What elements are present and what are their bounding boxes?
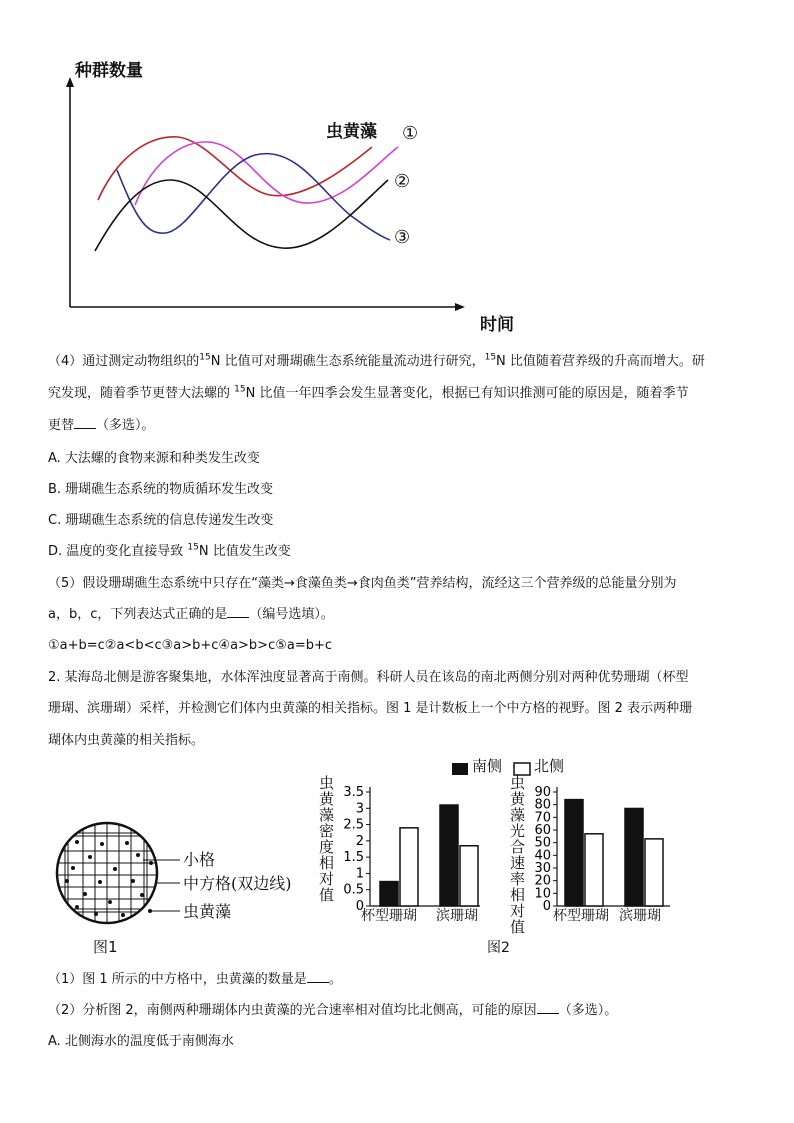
chart2-ylabel: 虫黄藻光合速率相对值 xyxy=(510,774,526,936)
q2-line3: 瑚体内虫黄藻的相关指标。 xyxy=(48,733,205,748)
q5-line3: ①a+b=c②a<b<c③a>b+c④a>b>c⑤a=b+c xyxy=(48,638,333,653)
algae-dots xyxy=(65,840,153,917)
chart2-bar-north xyxy=(585,834,603,906)
isotope-sup: 15 xyxy=(187,542,199,553)
q4-line1 xyxy=(48,352,705,372)
q5-line1: （5）假设珊瑚礁生态系统中只存在“藻类→食藻鱼类→食肉鱼类”营养结构，流经这三个营养级的总能量分别为 xyxy=(48,576,677,591)
chart1-cat-2: 滨珊瑚 xyxy=(436,908,478,924)
chart2-y-tick-label: 20 xyxy=(534,873,551,889)
isotope-sup: 15 xyxy=(234,384,246,395)
bar-charts xyxy=(315,755,685,960)
chart2-y-tick-label: 80 xyxy=(534,797,551,813)
q5-line2-b: （编号选填）。 xyxy=(249,607,334,622)
chart2-cat-2: 滨珊瑚 xyxy=(619,908,661,924)
figure-2 xyxy=(315,755,685,960)
marker-1: ① xyxy=(402,123,419,144)
q4-line1-c: N 比值随着营养级的升高而增大。研 xyxy=(496,354,705,369)
q4-line2-b: N 比值一年四季会发生显著变化，根据已有知识推测可能的原因是，随着季节 xyxy=(245,386,689,401)
q4-option-d-b: N 比值发生改变 xyxy=(198,544,291,559)
figure-1 xyxy=(55,815,325,965)
population-figure xyxy=(60,55,514,345)
chart2-bar-north xyxy=(645,839,663,906)
legend-north-label: 北侧 xyxy=(534,757,565,775)
chart1-y-tick-label: 1.5 xyxy=(343,850,364,866)
q4-option-b: B. 珊瑚礁生态系统的物质循环发生改变 xyxy=(48,482,274,497)
q2-sub2 xyxy=(48,1001,617,1021)
q2-sub1-b: 。 xyxy=(328,972,342,987)
answer-blank[interactable] xyxy=(74,416,96,429)
q2-sub2-a: （2）分析图 2，南侧两种珊瑚体内虫黄藻的光合速率相对值均比北侧高，可能的原因 xyxy=(48,1003,537,1018)
q4-line2 xyxy=(48,384,688,404)
chart1-y-tick-label: 0.5 xyxy=(343,882,364,898)
isotope-sup: 15 xyxy=(484,352,497,363)
chart1-y-tick-label: 0 xyxy=(355,899,364,914)
figure-1-caption: 图1 xyxy=(93,938,118,956)
q2-sub1 xyxy=(48,970,342,990)
chart2-y-tick-label: 60 xyxy=(534,823,551,838)
chart2-bar-south xyxy=(625,808,643,906)
chart2-y-tick-label: 90 xyxy=(534,785,551,800)
chart1-bar-south xyxy=(380,882,398,906)
series-label: 虫黄藻 xyxy=(326,122,377,142)
chart1-cat-1: 杯型珊瑚 xyxy=(361,908,417,924)
q2-sub1-a: （1）图 1 所示的中方格中，虫黄藻的数量是 xyxy=(48,972,307,987)
q4-option-d xyxy=(48,542,291,562)
chart1-bar-north xyxy=(460,846,478,906)
red-curve xyxy=(98,137,372,200)
chart2-y-tick-label: 50 xyxy=(534,835,551,851)
chart1-bar-south xyxy=(440,805,458,906)
legend-south-label: 南侧 xyxy=(472,757,503,775)
y-axis-label: 种群数量 xyxy=(75,61,143,81)
q4-line3 xyxy=(48,416,155,436)
chart1-y-tick-label: 3.5 xyxy=(343,785,364,800)
chart2-y-tick-label: 40 xyxy=(534,848,551,864)
q5-line2 xyxy=(48,605,334,625)
isotope-sup: 15 xyxy=(199,352,211,363)
label-small-grid: 小格 xyxy=(183,850,216,869)
answer-blank[interactable] xyxy=(537,1001,559,1014)
chart1-y-tick-label: 2.5 xyxy=(343,817,364,833)
q4-option-c: C. 珊瑚礁生态系统的信息传递发生改变 xyxy=(48,513,274,528)
magenta-curve xyxy=(135,142,398,205)
chart2-y-tick-label: 70 xyxy=(534,810,551,826)
figure-2-caption: 图2 xyxy=(487,940,510,956)
q4-line3-a: 更替 xyxy=(48,418,75,433)
population-curves xyxy=(60,55,480,345)
chart1-y-tick-label: 1 xyxy=(355,866,364,882)
q2-sub2-b: （多选）。 xyxy=(558,1003,618,1018)
chart2-y-tick-label: 10 xyxy=(534,886,551,902)
chart2-y-tick-label: 0 xyxy=(542,899,551,914)
q2-line2: 珊瑚、滨珊瑚）采样，并检测它们体内虫黄藻的相关指标。图 1 是计数板上一个中方格的视野。图 2 表示两种珊 xyxy=(48,701,693,716)
chart1-y-tick-label: 3 xyxy=(355,801,364,817)
q2-line1: 2. 某海岛北侧是游客聚集地，水体浑浊度显著高于南侧。科研人员在该岛的南北两侧分别对两种优势珊瑚（杯型 xyxy=(48,670,689,685)
q4-option-a: A. 大法螺的食物来源和种类发生改变 xyxy=(48,451,260,466)
q4-line1-b: N 比值可对珊瑚礁生态系统能量流动进行研究， xyxy=(210,354,485,369)
q4-line2-a: 究发现，随着季节更替大法螺的 xyxy=(48,386,235,401)
answer-blank[interactable] xyxy=(307,970,329,983)
q4-line3-b: （多选）。 xyxy=(96,418,155,433)
label-algae: 虫黄藻 xyxy=(183,902,232,921)
chart2-bar-south xyxy=(565,800,583,906)
chart2-y-tick-label: 30 xyxy=(534,861,551,876)
q4-line1-a: （4）通过测定动物组织的 xyxy=(48,354,200,369)
marker-2: ② xyxy=(394,171,411,192)
answer-blank[interactable] xyxy=(227,605,249,618)
chart1-bar-north xyxy=(400,828,418,906)
label-mid-grid: 中方格(双边线) xyxy=(183,874,292,893)
q4-option-d-a: D. 温度的变化直接导致 xyxy=(48,544,188,559)
y-axis-arrow xyxy=(66,77,74,87)
legend-south-swatch xyxy=(452,763,468,775)
x-axis-arrow xyxy=(455,303,465,311)
marker-3: ③ xyxy=(394,227,411,248)
q5-line2-a: a，b，c，下列表达式正确的是 xyxy=(48,607,228,622)
chart1-y-tick-label: 2 xyxy=(355,833,364,849)
q2-option-a: A. 北侧海水的温度低于南侧海水 xyxy=(48,1034,234,1049)
chart2-cat-1: 杯型珊瑚 xyxy=(553,908,609,924)
x-axis-label: 时间 xyxy=(480,315,514,335)
chart1-ylabel: 虫黄藻密度相对值 xyxy=(319,774,335,904)
